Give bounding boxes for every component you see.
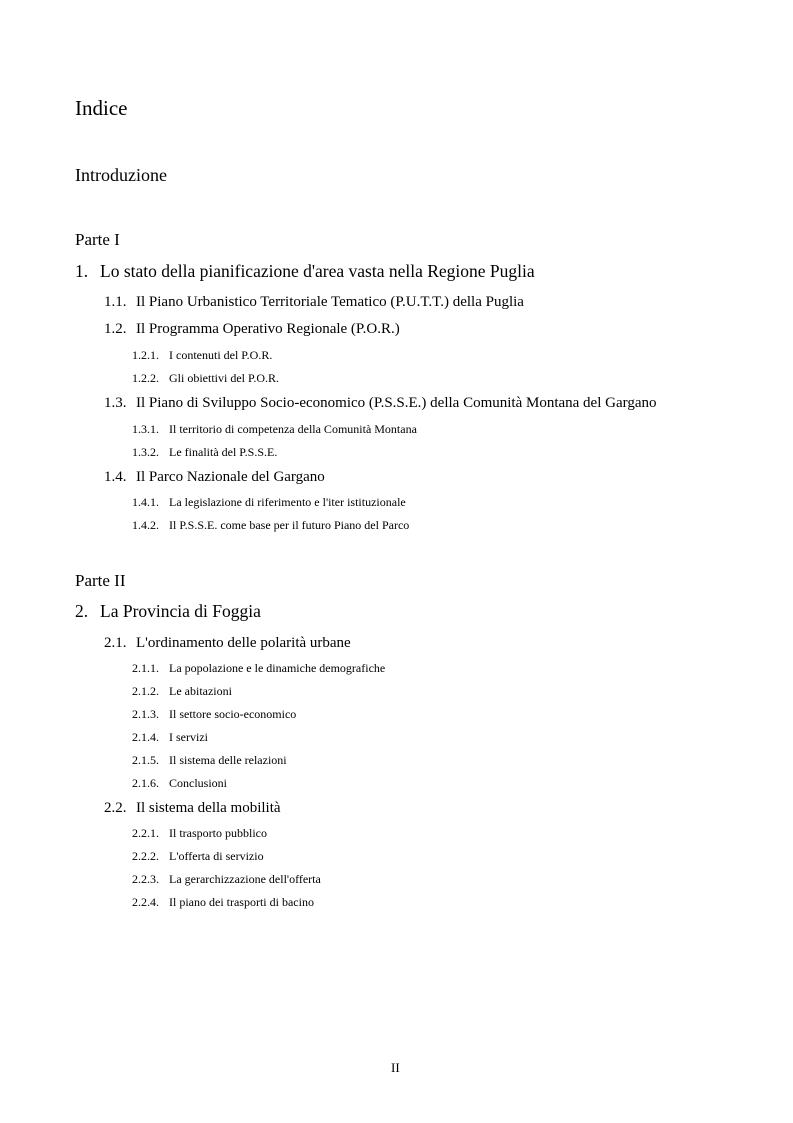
toc-chapter[interactable] [75, 263, 535, 281]
chapter-number: 2. [75, 601, 89, 621]
subsection-number: 1.4.1. [132, 495, 159, 509]
toc-subsection[interactable] [132, 850, 264, 862]
toc-subsection[interactable] [132, 708, 296, 720]
subsection-number: 2.1.5. [132, 753, 159, 767]
subsection-number: 1.2.1. [132, 348, 159, 362]
subsection-title: Il sistema delle relazioni [169, 753, 287, 767]
subsection-title: Il piano dei trasporti di bacino [169, 895, 314, 909]
toc-subsection[interactable] [132, 519, 409, 531]
part-label: Parte II [75, 571, 126, 590]
toc-subsection[interactable] [132, 446, 277, 458]
toc-subsection[interactable] [132, 754, 287, 766]
section-title: Il Programma Operativo Regionale (P.O.R.) [136, 321, 400, 337]
subsection-title: La legislazione di riferimento e l'iter istituzionale [169, 495, 406, 509]
section-title: L'ordinamento delle polarità urbane [136, 635, 351, 651]
toc-section[interactable] [104, 396, 657, 411]
section-title: Il sistema della mobilità [136, 800, 281, 816]
section-title: Il Piano di Sviluppo Socio-economico (P.S.S.E.) della Comunità Montana del Gargano [136, 395, 657, 411]
toc-chapter[interactable] [75, 603, 261, 621]
subsection-number: 2.1.1. [132, 661, 159, 675]
chapter-number: 1. [75, 261, 89, 281]
subsection-title: Le finalità del P.S.S.E. [169, 445, 278, 459]
toc-subsection[interactable] [132, 777, 227, 789]
section-title: Il Parco Nazionale del Gargano [136, 469, 325, 485]
toc-section[interactable] [104, 295, 524, 310]
section-number: 1.4. [104, 469, 127, 485]
toc-section[interactable] [104, 470, 325, 485]
toc-subsection[interactable] [132, 372, 279, 384]
subsection-title: Conclusioni [169, 776, 228, 790]
toc-subsection[interactable] [132, 423, 417, 435]
subsection-title: Il trasporto pubblico [169, 826, 267, 840]
subsection-title: La gerarchizzazione dell'offerta [169, 872, 321, 886]
subsection-number: 2.2.3. [132, 872, 159, 886]
page-number: II [391, 1060, 400, 1075]
subsection-number: 2.1.4. [132, 730, 159, 744]
part-label: Parte I [75, 230, 120, 249]
page-title: Indice [75, 96, 128, 120]
subsection-title: Il territorio di competenza della Comunità Montana [169, 422, 417, 436]
subsection-number: 2.1.3. [132, 707, 159, 721]
subsection-number: 1.4.2. [132, 518, 159, 532]
subsection-number: 1.3.2. [132, 445, 159, 459]
subsection-title: Il P.S.S.E. come base per il futuro Piano del Parco [169, 518, 410, 532]
subsection-title: I servizi [169, 730, 208, 744]
subsection-number: 2.2.4. [132, 895, 159, 909]
section-number: 2.1. [104, 635, 127, 651]
section-number: 1.2. [104, 321, 127, 337]
toc-section[interactable] [104, 801, 281, 816]
section-number: 2.2. [104, 800, 127, 816]
section-number: 1.3. [104, 395, 127, 411]
subsection-title: Gli obiettivi del P.O.R. [169, 371, 280, 385]
chapter-title: Lo stato della pianificazione d'area vasta nella Regione Puglia [100, 261, 535, 281]
subsection-title: Le abitazioni [169, 684, 232, 698]
toc-subsection[interactable] [132, 873, 321, 885]
toc-subsection[interactable] [132, 496, 406, 508]
subsection-number: 2.2.2. [132, 849, 159, 863]
toc-section[interactable] [104, 322, 400, 337]
toc-subsection[interactable] [132, 827, 267, 839]
subsection-title: La popolazione e le dinamiche demografiche [169, 661, 386, 675]
toc-subsection[interactable] [132, 685, 232, 697]
subsection-title: L'offerta di servizio [169, 849, 264, 863]
subsection-title: Il settore socio-economico [169, 707, 297, 721]
toc-section[interactable] [104, 636, 351, 651]
subsection-number: 2.1.6. [132, 776, 159, 790]
toc-subsection[interactable] [132, 731, 208, 743]
subsection-number: 1.2.2. [132, 371, 159, 385]
chapter-title: La Provincia di Foggia [100, 601, 261, 621]
toc-subsection[interactable] [132, 896, 314, 908]
subsection-title: I contenuti del P.O.R. [169, 348, 273, 362]
toc-subsection[interactable] [132, 349, 272, 361]
toc-introduction[interactable]: Introduzione [75, 165, 167, 185]
section-number: 1.1. [104, 294, 127, 310]
toc-subsection[interactable] [132, 662, 385, 674]
subsection-number: 1.3.1. [132, 422, 159, 436]
subsection-number: 2.1.2. [132, 684, 159, 698]
section-title: Il Piano Urbanistico Territoriale Tematico (P.U.T.T.) della Puglia [136, 294, 524, 310]
subsection-number: 2.2.1. [132, 826, 159, 840]
